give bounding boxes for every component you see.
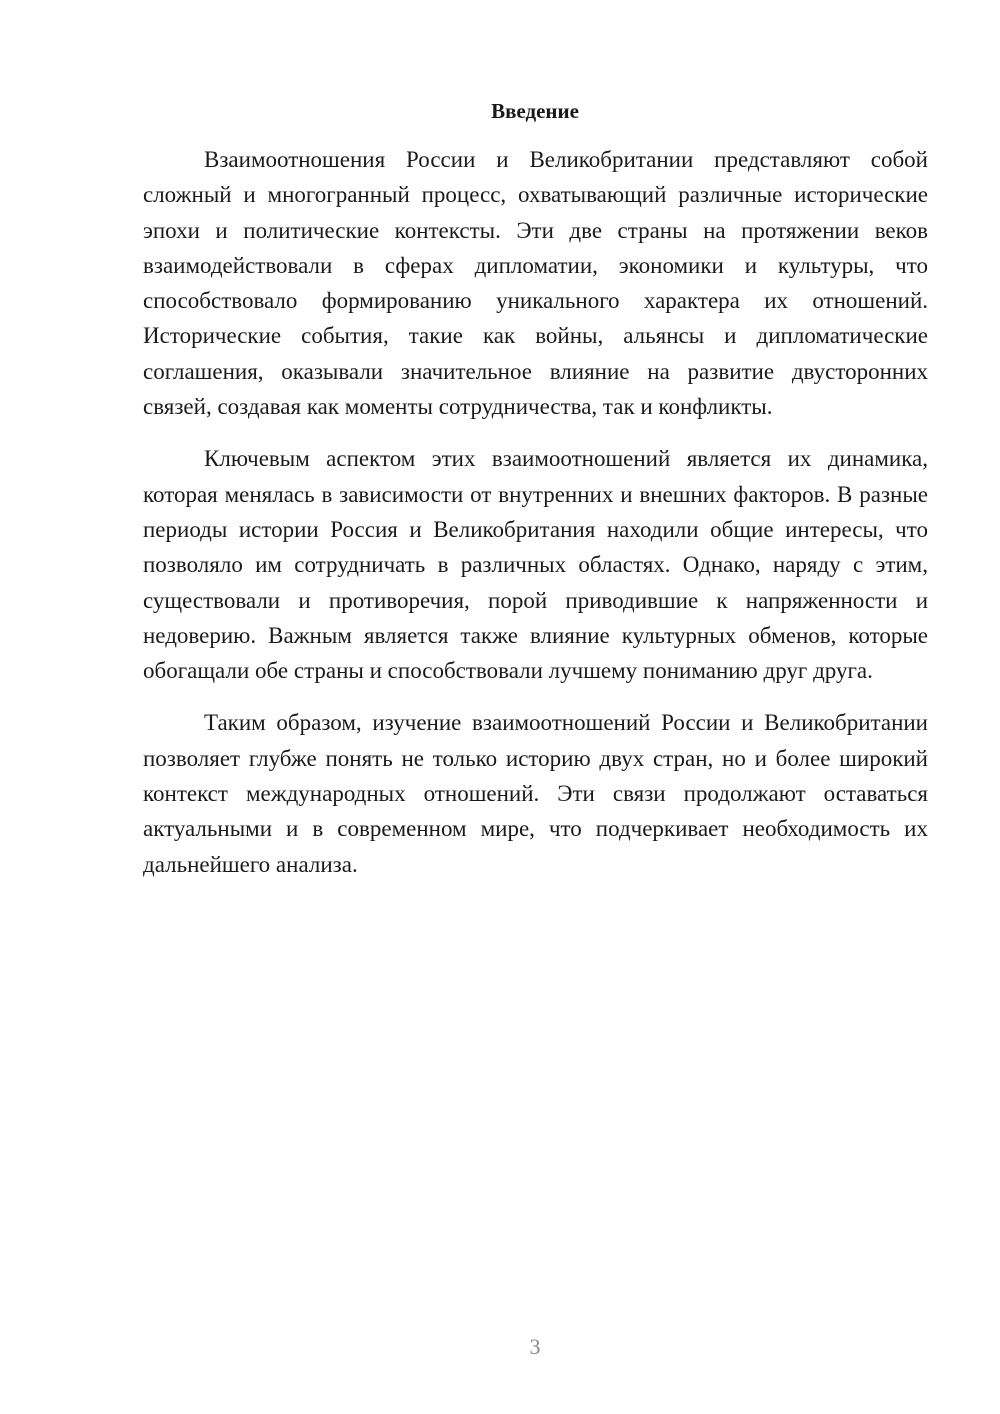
paragraph-2: Ключевым аспектом этих взаимоотношений является их динамика, которая менялась в зависимости от внутренних и внешних факторов. В разные периоды истории Россия и Великобритания находили общие интересы, что позволяло им сотрудничать в различных областях. Однако, наряду с этим, существовали и противоречия, порой приводившие к напряженности и недоверию. Важным является также влияние культурных обменов, которые обогащали обе страны и способствовали лучшему пониманию друг друга. [143, 446, 928, 684]
paragraph-1: Взаимоотношения России и Великобритании представляют собой сложный и многогранный процесс, охватывающий различные исторические эпохи и политические контексты. Эти две страны на протяжении веков взаимодействовали в сферах дипломатии, экономики и культуры, что способствовало формированию уникального характера их отношений. Исторические события, такие как войны, альянсы и дипломатические соглашения, оказывали значительное влияние на развитие двусторонних связей, создавая как моменты сотрудничества, так и конфликты. [143, 147, 928, 420]
body-text [143, 142, 928, 899]
paragraph-3: Таким образом, изучение взаимоотношений России и Великобритании позволяет глубже понять не только историю двух стран, но и более широкий контекст международных отношений. Эти связи продолжают оставаться актуальными и в современном мире, что подчеркивает необходимость их дальнейшего анализа. [143, 710, 928, 877]
page-number: 3 [529, 1334, 541, 1359]
section-heading: Введение [491, 99, 579, 123]
